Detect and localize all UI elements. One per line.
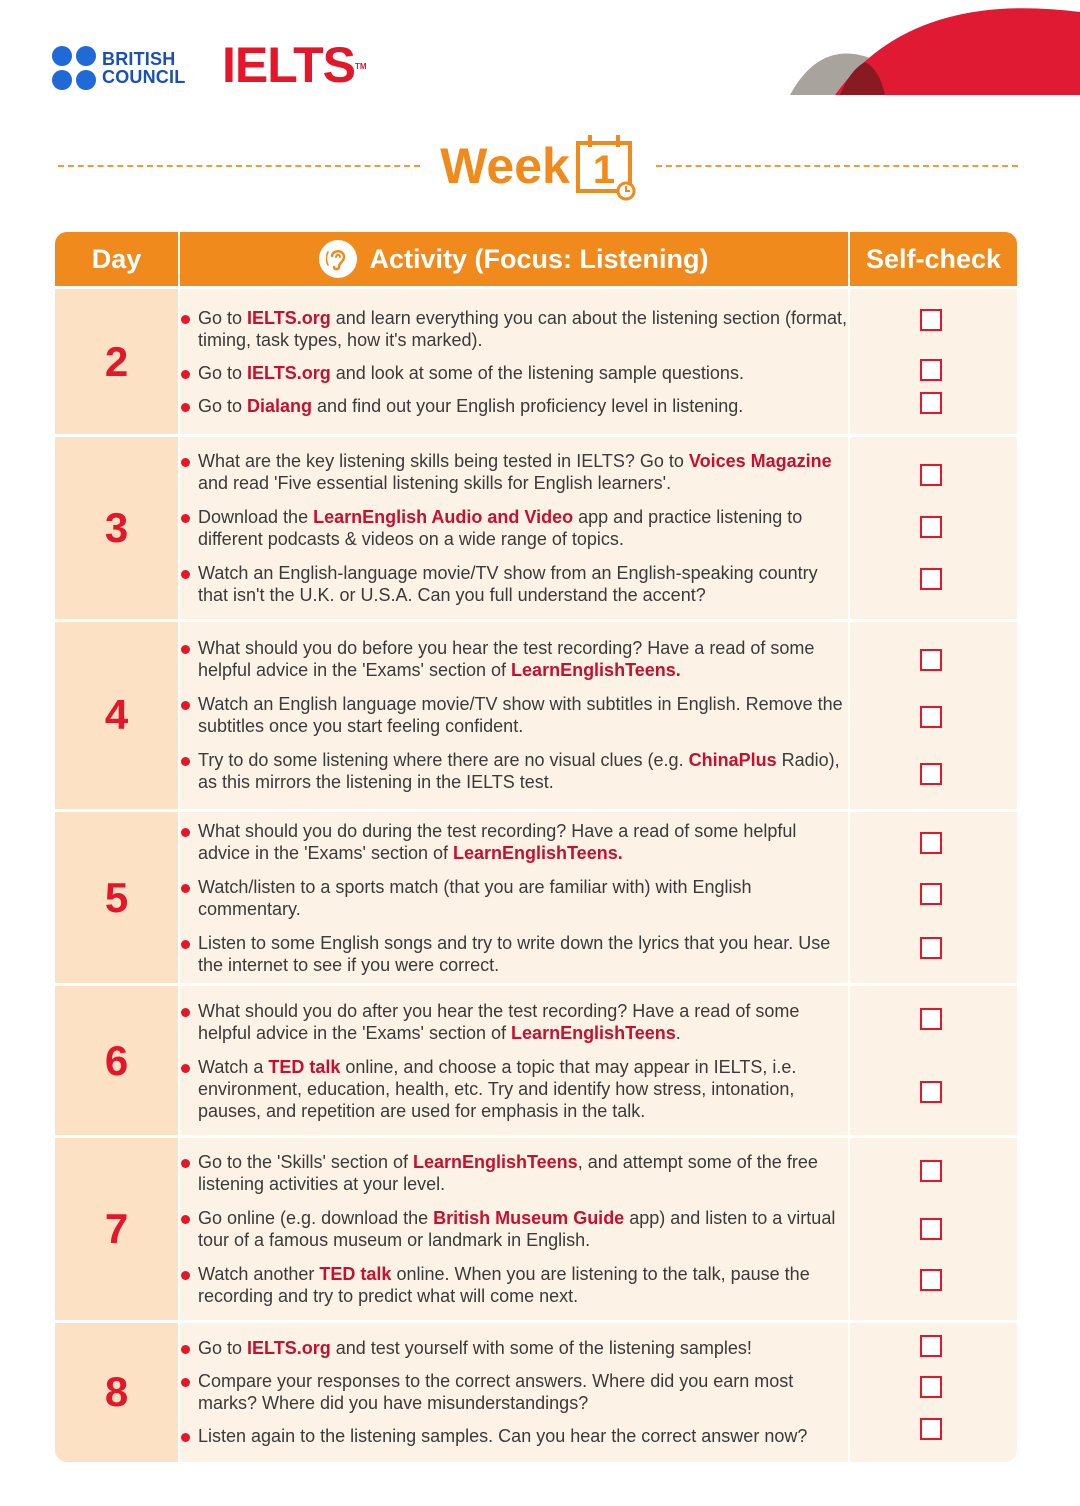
activity-text: , and attempt some of the free listening activities at your level. — [198, 1152, 818, 1195]
activity-text: Go online (e.g. download the — [198, 1208, 434, 1229]
activity-cell — [180, 1135, 850, 1319]
ielts-logo-text: IELTS — [222, 37, 355, 93]
activity-item — [180, 1056, 848, 1122]
resource-link[interactable]: ChinaPlus — [688, 750, 777, 771]
day-number: 5 — [55, 809, 180, 983]
selfcheck-checkbox[interactable] — [920, 464, 942, 486]
resource-link[interactable]: Voices Magazine — [688, 450, 832, 471]
table-row — [55, 983, 1017, 1135]
british-council-line2: COUNCIL — [102, 67, 186, 87]
selfcheck-checkbox[interactable] — [920, 1335, 942, 1357]
resource-link[interactable]: LearnEnglishTeens. — [453, 842, 623, 863]
activity-text: Watch/listen to a sports match (that you are familiar with) with English commentary. — [198, 876, 752, 919]
activity-text: online. When you are listening to the talk, pause the recording and try to predict what will come next. — [198, 1264, 810, 1307]
activity-item — [180, 820, 848, 864]
selfcheck-cell — [850, 286, 1017, 434]
resource-link[interactable]: Dialang — [247, 395, 313, 416]
week-heading — [58, 128, 1018, 204]
resource-link[interactable]: TED talk — [319, 1264, 392, 1285]
resource-link[interactable]: LearnEnglishTeens. — [511, 660, 681, 681]
activity-text: Watch another — [198, 1264, 320, 1285]
activity-item — [180, 307, 848, 351]
selfcheck-checkbox[interactable] — [920, 1418, 942, 1440]
activity-cell — [180, 809, 850, 983]
activity-text: What should you do before you hear the test recording? Have a read of some helpful advice in the 'Exams' section of — [198, 638, 815, 681]
selfcheck-checkbox[interactable] — [920, 516, 942, 538]
day-number: 7 — [55, 1135, 180, 1319]
table-header-row — [55, 232, 1017, 286]
activity-item — [180, 932, 848, 976]
selfcheck-checkbox[interactable] — [920, 1008, 942, 1030]
activity-cell — [180, 983, 850, 1135]
selfcheck-checkbox[interactable] — [920, 832, 942, 854]
selfcheck-checkbox[interactable] — [920, 1269, 942, 1291]
resource-link[interactable]: IELTS.org — [247, 362, 331, 383]
resource-link[interactable]: LearnEnglish Audio and Video — [313, 506, 574, 527]
activity-text: Try to do some listening where there are no visual clues (e.g. — [198, 750, 689, 771]
selfcheck-checkbox[interactable] — [920, 1081, 942, 1103]
selfcheck-checkbox[interactable] — [920, 937, 942, 959]
day-number: 2 — [55, 286, 180, 434]
activity-text: Listen to some English songs and try to write down the lyrics that you hear. Use the internet to see if you were correct. — [198, 932, 831, 975]
activity-text: Download the — [198, 506, 314, 527]
activity-item — [180, 1207, 848, 1251]
selfcheck-checkbox[interactable] — [920, 649, 942, 671]
selfcheck-checkbox[interactable] — [920, 1160, 942, 1182]
activity-text: and learn everything you can about the listening section (format, timing, task types, how it's marked). — [198, 307, 848, 350]
resource-link[interactable]: TED talk — [268, 1056, 341, 1077]
header-selfcheck: Self-check — [850, 232, 1017, 286]
table-row — [55, 1320, 1017, 1462]
activity-text: Radio), as this mirrors the listening in the IELTS test. — [198, 750, 840, 793]
activity-text: Watch an English-language movie/TV show from an English-speaking country that isn't the U.K. or U.S.A. Can you full understand the accent? — [198, 562, 818, 605]
header-activity — [180, 232, 850, 286]
activity-item — [180, 637, 848, 681]
week-number: 1 — [592, 148, 615, 192]
activity-text: Go to the 'Skills' section of — [198, 1152, 413, 1173]
activity-text: app and practice listening to different podcasts & videos on a wide range of topics. — [198, 506, 803, 549]
resource-link[interactable]: IELTS.org — [247, 307, 331, 328]
activity-text: and find out your English proficiency level in listening. — [312, 395, 744, 416]
selfcheck-checkbox[interactable] — [920, 1376, 942, 1398]
activity-text: online, and choose a topic that may appear in IELTS, i.e. environment, education, health, etc. Try and identify how stress, intonation, pauses, and repetition are used for emphasis in the talk. — [198, 1056, 797, 1121]
british-council-line1: BRITISH — [102, 49, 176, 69]
resource-link[interactable]: LearnEnglishTeens — [511, 1022, 676, 1043]
selfcheck-checkbox[interactable] — [920, 883, 942, 905]
activity-item — [180, 1370, 848, 1414]
header-activity-label: Activity (Focus: Listening) — [369, 243, 709, 274]
activity-item — [180, 450, 848, 494]
activity-text: Compare your responses to the correct answers. Where did you earn most marks? Where did you have misunderstandings? — [198, 1371, 794, 1414]
selfcheck-cell — [850, 983, 1017, 1135]
day-number: 8 — [55, 1320, 180, 1462]
selfcheck-checkbox[interactable] — [920, 568, 942, 590]
activity-text: Watch an English language movie/TV show with subtitles in English. Remove the subtitles once you start feeling confident. — [198, 694, 843, 737]
selfcheck-checkbox[interactable] — [920, 1218, 942, 1240]
selfcheck-cell — [850, 1320, 1017, 1462]
british-council-dots-icon — [52, 46, 96, 90]
activity-item — [180, 693, 848, 737]
corner-decoration — [780, 0, 1080, 100]
selfcheck-cell — [850, 619, 1017, 809]
activity-cell — [180, 434, 850, 618]
resource-link[interactable]: British Museum Guide — [433, 1208, 625, 1229]
activity-cell — [180, 286, 850, 434]
activity-item — [180, 749, 848, 793]
activity-text: Watch a — [198, 1056, 269, 1077]
activity-text: What should you do after you hear the test recording? Have a read of some helpful advice in the 'Exams' section of — [198, 1000, 800, 1043]
dashed-divider-right — [656, 165, 1018, 167]
dashed-divider-left — [58, 165, 420, 167]
activity-text: and look at some of the listening sample questions. — [330, 362, 744, 383]
british-council-logo — [52, 46, 185, 90]
ielts-logo — [222, 37, 367, 93]
activity-cell — [180, 619, 850, 809]
activity-text: and test yourself with some of the listening samples! — [330, 1338, 752, 1359]
selfcheck-checkbox[interactable] — [920, 359, 942, 381]
table-row — [55, 434, 1017, 618]
activity-text: Go to — [198, 307, 248, 328]
selfcheck-checkbox[interactable] — [920, 763, 942, 785]
activity-text: What are the key listening skills being tested in IELTS? Go to — [198, 450, 689, 471]
activity-item — [180, 1151, 848, 1195]
activity-item — [180, 362, 848, 384]
selfcheck-checkbox[interactable] — [920, 706, 942, 728]
activity-text: . — [675, 1022, 681, 1043]
activity-item — [180, 506, 848, 550]
day-number: 3 — [55, 434, 180, 618]
selfcheck-cell — [850, 1135, 1017, 1319]
resource-link[interactable]: IELTS.org — [247, 1338, 331, 1359]
day-number: 4 — [55, 619, 180, 809]
resource-link[interactable]: LearnEnglishTeens — [412, 1152, 578, 1173]
activity-text: app) and listen to a virtual tour of a famous museum or landmark in English. — [198, 1208, 836, 1251]
schedule-table — [55, 232, 1017, 1462]
day-number: 6 — [55, 983, 180, 1135]
selfcheck-cell — [850, 434, 1017, 618]
selfcheck-cell — [850, 809, 1017, 983]
activity-item — [180, 1425, 848, 1447]
table-row — [55, 619, 1017, 809]
table-row — [55, 286, 1017, 434]
activity-text: Go to — [198, 395, 248, 416]
activity-item — [180, 876, 848, 920]
header-day: Day — [55, 232, 180, 286]
selfcheck-checkbox[interactable] — [920, 309, 942, 331]
activity-item — [180, 562, 848, 606]
activity-item — [180, 1263, 848, 1307]
activity-text: Go to — [198, 362, 248, 383]
activity-item — [180, 395, 848, 417]
table-row — [55, 1135, 1017, 1319]
calendar-icon — [574, 131, 636, 201]
activity-item — [180, 1337, 848, 1359]
activity-text: Go to — [198, 1338, 248, 1359]
activity-text: Listen again to the listening samples. Can you hear the correct answer now? — [198, 1426, 808, 1447]
table-row — [55, 809, 1017, 983]
ear-icon — [319, 240, 357, 278]
activity-text: and read 'Five essential listening skills for English learners'. — [198, 472, 672, 493]
activity-cell — [180, 1320, 850, 1462]
ielts-trademark: TM — [354, 62, 367, 71]
activity-text: What should you do during the test recording? Have a read of some helpful advice in the 'Exams' section of — [198, 820, 797, 863]
activity-item — [180, 1000, 848, 1044]
selfcheck-checkbox[interactable] — [920, 392, 942, 414]
week-label: Week — [440, 138, 570, 194]
